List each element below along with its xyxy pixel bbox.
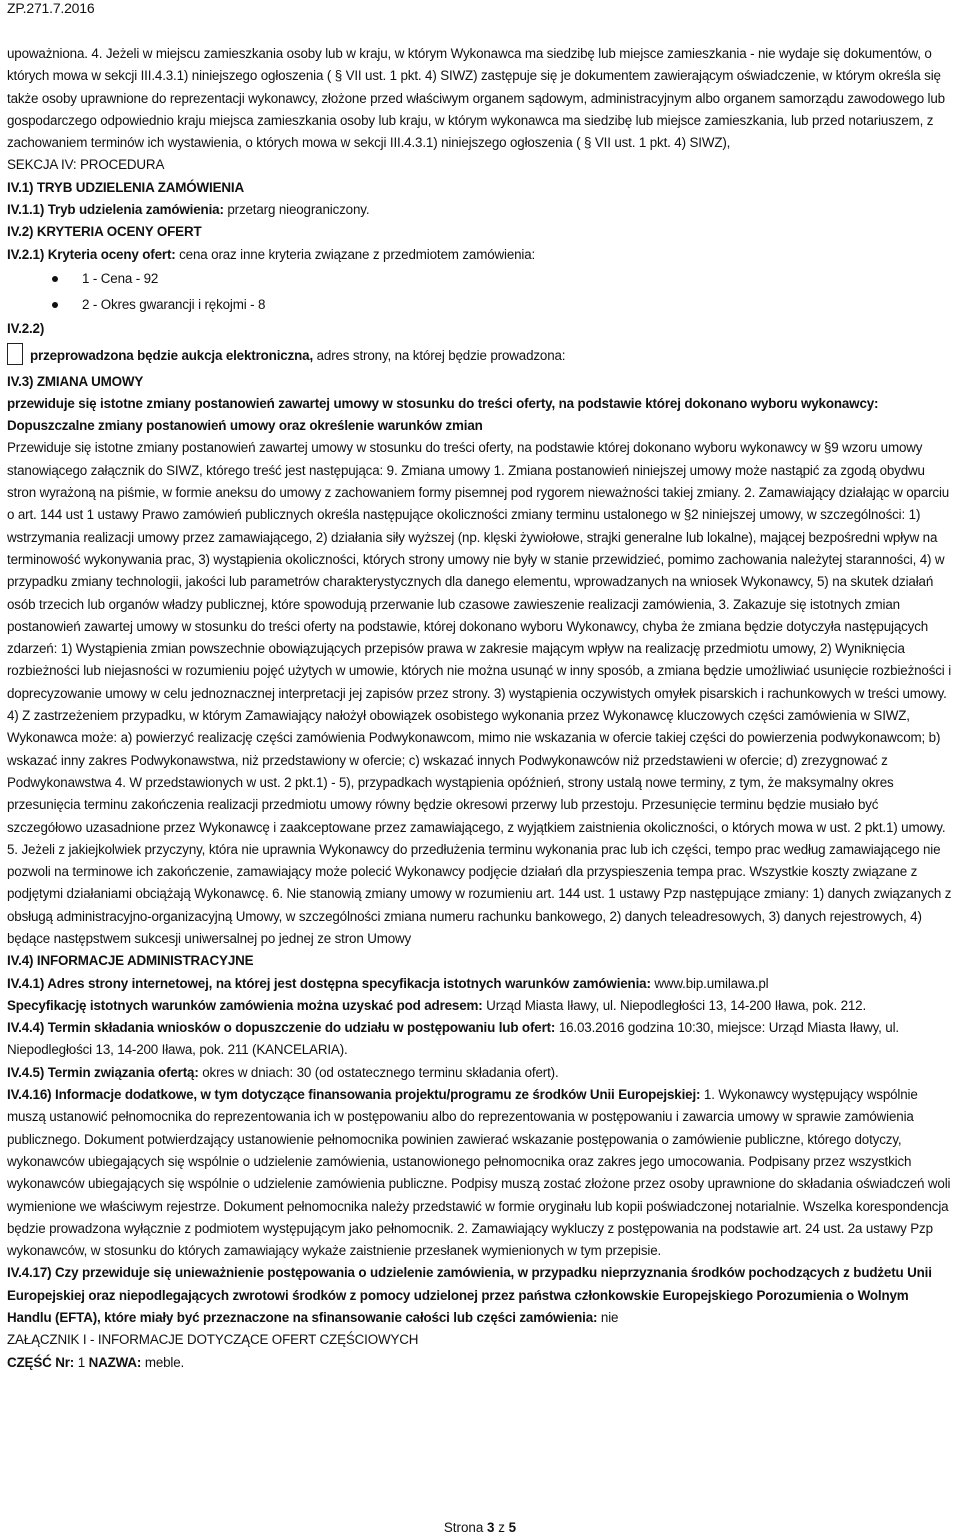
part-row: CZĘŚĆ Nr: 1 NAZWA: meble.	[7, 1354, 185, 1370]
heading-iv2: IV.2) KRYTERIA OCENY OFERT	[7, 224, 202, 240]
field-iv11: IV.1.1) Tryb udzielenia zamówienia: przetarg nieograniczony.	[7, 202, 370, 218]
criteria-list	[7, 266, 955, 318]
field-iv44: IV.4.4) Termin składania wniosków o dopuszczenie do udziału w postępowaniu lub ofert: 16.03.2016 godzina 10:30, miejsce: Urząd Miasta Iławy, ul. Niepodległości 13, 14-200 Iława, pok. 211 (KANCELARIA).	[7, 1020, 899, 1058]
iv3-body-text: Przewiduje się istotne zmiany postanowień zawartej umowy w stosunku do treści oferty, na podstawie której dokonano wyboru wykonawcy w §9 wzoru umowy stanowiącego załącznik do SIWZ, którego treść jest następująca: 9. Zmiana umowy 1. Zmiana postanowień niniejszej umowy może nastąpić za zgodą obydwu stron wyrażoną na piśmie, w formie aneksu do umowy z zachowaniem formy pisemnej pod rygorem nieważności takiej zmiany. 2. Zamawiający działając w oparciu o art. 144 ust 1 ustawy Prawo zamówień publicznych określa następujące okoliczności zmiany terminu ustalonego w §2 niniejszej umowy, w szczególności: 1) wstrzymania realizacji umowy przez zamawiającego, 2) działania siły wyższej (np. klęski żywiołowe, strajki generalne lub lokalne), mającej bezpośredni wpływ na terminowość wykonywania prac, 3) wystąpienia okoliczności, których strony umowy nie były w stanie przewidzieć, pomimo zachowania należytej staranności, 4) w przypadku zmiany technologii, jakości lub parametrów charakterystycznych dla danego elementu, wprowadzanych na wniosek Wykonawcy, 5) na skutek działań osób trzecich lub organów władzy publicznej, które spowodują przerwanie lub czasowe zawieszenie realizacji zamówienia, 3. Zakazuje się istotnych zmian postanowień zawartej umowy w stosunku do treści oferty na podstawie, której dokonano wyboru Wykonawcy, chyba że zmiana będzie dotyczyła następujących zdarzeń: 1) Wystąpienia zmian powszechnie obowiązujących przepisów prawa w zakresie mającym wpływ na realizację przedmiotu umowy, 2) Wyniknięcia rozbieżności lub niejasności w rozumieniu pojęć użytych w umowie, których nie można usunąć w inny sposób, a zmiana będzie umożliwiać usunięcie rozbieżności i doprecyzowanie umowy w celu jednoznacznej interpretacji jej zapisów przez strony. 3) wystąpienia oczywistych omyłek pisarskich i rachunkowych w treści umowy. 4) Z zastrzeżeniem przypadku, w którym Zamawiający nałożył obowiązek osobistego wykonania przez Wykonawcę kluczowych części zamówienia w SIWZ, Wykonawca może: a) powierzyć realizację części zamówienia Podwykonawcom, mimo nie wskazania w ofercie takiej części do powierzenia podwykonawcom; b) wskazać inny zakres Podwykonawstwa, niż przedstawiony w ofercie; c) wskazać innych Podwykonawców niż przedstawieni w ofercie; d) zrezygnować z Podwykonawstwa 4. W przedstawionych w ust. 2 pkt.1) - 5), przypadkach wystąpienia opóźnień, strony ustalą nowe terminy, z tym, że maksymalny okres przesunięcia terminu zakończenia realizacji przedmiotu umowy równy będzie okresowi przerwy lub przestoju. Przesunięcie terminu będzie musiało być szczegółowo uzasadnione przez Wykonawcę i zaakceptowane przez zamawiającego, z wyjątkiem zaistnienia okoliczności, o których mowa w ust. 2 pkt.1) umowy. 5. Jeżeli z jakiejkolwiek przyczyny, która nie uprawnia Wykonawcy do przedłużenia terminu wykonania prac lub ich części, tempo prac według zamawiającego nie pozwoli na terminowe ich zakończenie, zamawiający może polecić Wykonawcy podjęcie działań dla przyspieszenia tempa prac. Wszystkie koszty związane z podjętymi działaniami obciążają Wykonawcę. 6. Nie stanowią zmiany umowy w rozumieniu art. 144 ust. 1 ustawy Pzp następujące zmiany: 1) danych związanych z obsługą administracyjno-organizacyjną Umowy, w szczególności zmiana numeru rachunku bankowego, 2) danych teleadresowych, 3) danych rejestrowych, 4) będące następstwem sukcesji uniwersalnej po jednej ze stron Umowy	[7, 440, 952, 946]
section-iv-title: SEKCJA IV: PROCEDURA	[7, 157, 165, 173]
field-iv416: IV.4.16) Informacje dodatkowe, w tym dotyczące finansowania projektu/programu ze środków Unii Europejskiej: 1. Wykonawcy występujący wspólnie muszą ustanowić pełnomocnika do reprezentowania ich w postępowaniu albo do reprezentowania w postępowaniu i zawarcia umowy w sprawie zamówienia publicznego. Dokument potwierdzający ustanowienie pełnomocnika powinien zawierać wskazanie postępowania o zamówienie publiczne, którego dotyczy, wykonawców ubiegających się wspólnie o udzielenie zamówienia, ustanowionego pełnomocnika oraz zakres jego umocowania. Podpisany przez wszystkich wykonawców ubiegających się wspólnie o udzielenie zamówienia publiczne. Podpisy muszą zostać złożone przez osoby uprawnione do składania oświadczeń woli wymienione we właściwym rejestrze. Dokument pełnomocnika należy przedstawić w formie oryginału lub kopii poświadczonej notarialnie. Wszelka korespondencja będzie prowadzona wyłącznie z podmiotem występującym jako pełnomocnik. 2. Zamawiający wykluczy z postępowania na podstawie art. 24 ust. 2a ustawy Pzp wykonawców, w stosunku do których zamawiający wykaże zaistnienie przesłanek wymienionych w tym przepisie.	[7, 1087, 951, 1259]
heading-iv3: IV.3) ZMIANA UMOWY	[7, 373, 144, 389]
auction-checkbox[interactable]	[7, 343, 23, 365]
page-number-footer: Strona 3 z 5	[443, 1520, 517, 1535]
auction-row: przeprowadzona będzie aukcja elektroniczna, adres strony, na której będzie prowadzona:	[7, 343, 955, 367]
criteria-item: 2 - Okres gwarancji i rękojmi - 8	[82, 292, 955, 318]
criteria-item: 1 - Cena - 92	[82, 266, 955, 292]
iv3-bold-statement: przewiduje się istotne zmiany postanowień zawartej umowy w stosunku do treści oferty, na podstawie której dokonano wyboru wykonawcy:	[7, 395, 879, 411]
annex-title: ZAŁĄCZNIK I - INFORMACJE DOTYCZĄCE OFERT CZĘŚCIOWYCH	[7, 1332, 419, 1348]
siwz-url-link[interactable]: www.bip.umilawa.pl	[654, 975, 769, 991]
field-iv41: IV.4.1) Adres strony internetowej, na której jest dostępna specyfikacja istotnych warunków zamówienia: www.bip.umilawa.pl	[7, 975, 769, 991]
field-iv45: IV.4.5) Termin związania ofertą: okres w dniach: 30 (od ostatecznego terminu składania ofert).	[7, 1064, 559, 1080]
document-id-header: ZP.271.7.2016	[7, 0, 95, 16]
field-spec-address: Specyfikację istotnych warunków zamówienia można uzyskać pod adresem: Urząd Miasta Iławy, ul. Niepodległości 13, 14-200 Iława, pok. 212.	[7, 997, 867, 1013]
iv3-bold-subheading: Dopuszczalne zmiany postanowień umowy oraz określenie warunków zmian	[7, 418, 483, 434]
document-body	[7, 43, 955, 1374]
field-iv22: IV.2.2)	[7, 320, 45, 336]
paragraph-intro: upoważniona. 4. Jeżeli w miejscu zamieszkania osoby lub w kraju, w którym Wykonawca ma siedzibę lub miejsce zamieszkania - nie wydaje się dokumentów, o których mowa w sekcji III.4.3.1) niniejszego ogłoszenia ( § VII ust. 1 pkt. 4) SIWZ) zastępuje się je dokumentem zawierającym oświadczenie, w którym określa się także osoby uprawnione do reprezentacji wykonawcy, złożone przed właściwym organem sądowym, administracyjnym albo organem samorządu zawodowego lub gospodarczego odpowiednio kraju miejsca zamieszkania osoby lub kraju, w którym wykonawca ma siedzibę lub miejsce zamieszkania, lub przed notariuszem, z zachowaniem terminów ich wystawienia, o których mowa w sekcji III.4.3.1) niniejszego ogłoszenia ( § VII ust. 1 pkt. 4) SIWZ),	[7, 46, 945, 151]
field-iv417: IV.4.17) Czy przewiduje się unieważnienie postępowania o udzielenie zamówienia, w przypadku nieprzyznania środków pochodzących z budżetu Unii Europejskiej oraz niepodlegających zwrotowi środków z pomocy udzielonej przez państwa członkowskie Europejskiego Porozumienia o Wolnym Handlu (EFTA), które miały być przeznaczone na sfinansowanie całości lub części zamówienia: nie	[7, 1265, 932, 1326]
heading-iv4: IV.4) INFORMACJE ADMINISTRACYJNE	[7, 953, 254, 969]
heading-iv1: IV.1) TRYB UDZIELENIA ZAMÓWIENIA	[7, 179, 244, 195]
field-iv21: IV.2.1) Kryteria oceny ofert: cena oraz inne kryteria związane z przedmiotem zamówienia:	[7, 246, 536, 262]
